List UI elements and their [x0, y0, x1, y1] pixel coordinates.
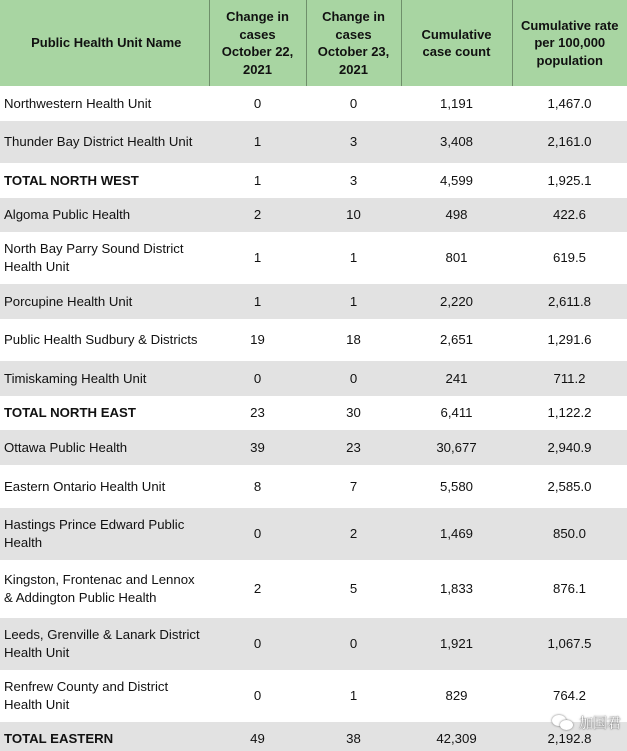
rate-cell: 1,925.1: [547, 172, 592, 188]
table-row: [0, 284, 627, 319]
table-row: [0, 618, 627, 670]
cumulative-cell: 3,408: [401, 121, 512, 163]
unit-name-cell: North Bay Parry Sound District Health Unit: [4, 241, 184, 274]
oct22-cell: 23: [250, 405, 265, 420]
watermark-text: 加国君: [579, 715, 621, 731]
header-row: [0, 0, 627, 86]
unit-name-cell: Leeds, Grenville & Lanark District Health Unit: [0, 618, 209, 670]
oct22-cell: 0: [209, 618, 306, 670]
table-row: [0, 430, 627, 465]
table-row: [0, 670, 627, 722]
cumulative-cell: 1,833: [439, 581, 473, 596]
header-change-oct23: Change in cases October 23, 2021: [306, 0, 401, 86]
table-row: [0, 361, 627, 396]
oct23-cell: 0: [306, 361, 401, 396]
table-row: [0, 508, 627, 560]
cumulative-cell: 2,651: [439, 332, 473, 347]
oct23-cell: 7: [349, 478, 358, 494]
watermark: [552, 713, 621, 733]
cumulative-cell: 1,921: [401, 618, 512, 670]
oct22-cell: 0: [209, 508, 306, 560]
oct22-cell: 2: [209, 198, 306, 232]
oct22-cell: 39: [209, 430, 306, 465]
unit-name-cell: Northwestern Health Unit: [4, 95, 152, 111]
total-row: [0, 396, 627, 430]
oct22-cell: 0: [253, 688, 262, 703]
cumulative-cell: 498: [401, 198, 512, 232]
unit-name-cell: TOTAL EASTERN: [0, 722, 209, 751]
oct23-cell: 5: [349, 581, 358, 596]
rate-cell: 2,940.9: [512, 430, 627, 465]
oct22-cell: 0: [253, 95, 262, 111]
cumulative-cell: 2,220: [401, 284, 512, 319]
table-row: [0, 560, 627, 618]
oct23-cell: 1: [306, 284, 401, 319]
oct23-cell: 0: [349, 95, 358, 111]
oct22-cell: 1: [253, 250, 262, 265]
header-unit-name: Public Health Unit Name: [0, 0, 209, 86]
unit-name-cell: Thunder Bay District Health Unit: [0, 121, 209, 163]
oct22-cell: 1: [253, 172, 262, 188]
oct23-cell: 38: [306, 722, 401, 751]
table-row: [0, 198, 627, 232]
wechat-icon: [552, 714, 574, 732]
oct23-cell: 0: [306, 618, 401, 670]
oct22-cell: 1: [209, 121, 306, 163]
cumulative-cell: 42,309: [401, 722, 512, 751]
oct22-cell: 19: [250, 332, 265, 347]
cumulative-cell: 241: [401, 361, 512, 396]
header-change-oct22: Change in cases October 22, 2021: [209, 0, 306, 86]
cumulative-cell: 30,677: [401, 430, 512, 465]
oct23-cell: 23: [306, 430, 401, 465]
unit-name-cell: TOTAL NORTH WEST: [4, 172, 139, 188]
table-row: [0, 319, 627, 361]
unit-name-cell: Renfrew County and District Health Unit: [4, 679, 169, 712]
oct23-cell: 18: [346, 332, 361, 347]
unit-name-cell: Kingston, Frontenac and Lennox & Addington Public Health: [4, 572, 195, 605]
oct23-cell: 1: [349, 688, 358, 703]
unit-name-cell: Hastings Prince Edward Public Health: [0, 508, 209, 560]
rate-cell: 1,467.0: [547, 95, 592, 111]
total-row: [0, 163, 627, 198]
rate-cell: 1,067.5: [512, 618, 627, 670]
unit-name-cell: TOTAL NORTH EAST: [4, 405, 136, 420]
rate-cell: 850.0: [512, 508, 627, 560]
table-row: [0, 121, 627, 163]
oct22-cell: 1: [209, 284, 306, 319]
oct22-cell: 8: [253, 478, 262, 494]
cumulative-cell: 4,599: [439, 172, 473, 188]
rate-cell: 2,192.8: [512, 722, 627, 751]
oct23-cell: 3: [306, 121, 401, 163]
table-row: [0, 232, 627, 284]
unit-name-cell: Eastern Ontario Health Unit: [4, 478, 166, 494]
unit-name-cell: Algoma Public Health: [0, 198, 209, 232]
table-row: [0, 86, 627, 121]
oct23-cell: 2: [306, 508, 401, 560]
rate-cell: 2,611.8: [512, 284, 627, 319]
oct22-cell: 2: [253, 581, 262, 596]
table-header: [0, 0, 627, 86]
cumulative-cell: 829: [445, 688, 468, 703]
cumulative-cell: 5,580: [439, 478, 473, 494]
oct23-cell: 3: [349, 172, 358, 188]
oct23-cell: 30: [346, 405, 361, 420]
oct22-cell: 0: [209, 361, 306, 396]
rate-cell: 2,161.0: [512, 121, 627, 163]
header-cumulative-rate: Cumulative rate per 100,000 population: [512, 0, 627, 86]
rate-cell: 2,585.0: [547, 478, 592, 494]
oct22-cell: 49: [209, 722, 306, 751]
rate-cell: 619.5: [552, 250, 586, 265]
rate-cell: 1,291.6: [547, 332, 592, 347]
rate-cell: 711.2: [512, 361, 627, 396]
cumulative-cell: 1,469: [401, 508, 512, 560]
rate-cell: 876.1: [552, 581, 586, 596]
table-row: [0, 465, 627, 508]
rate-cell: 764.2: [552, 688, 586, 703]
cumulative-cell: 801: [445, 250, 468, 265]
cumulative-cell: 6,411: [440, 405, 473, 420]
cumulative-cell: 1,191: [439, 95, 473, 111]
rate-cell: 1,122.2: [547, 405, 592, 420]
oct23-cell: 10: [306, 198, 401, 232]
total-row: [0, 722, 627, 751]
rate-cell: 422.6: [512, 198, 627, 232]
oct23-cell: 1: [349, 250, 358, 265]
unit-name-cell: Public Health Sudbury & Districts: [4, 332, 198, 347]
unit-name-cell: Timiskaming Health Unit: [0, 361, 209, 396]
unit-name-cell: Porcupine Health Unit: [0, 284, 209, 319]
header-cumulative-count: Cumulative case count: [401, 0, 512, 86]
unit-name-cell: Ottawa Public Health: [0, 430, 209, 465]
